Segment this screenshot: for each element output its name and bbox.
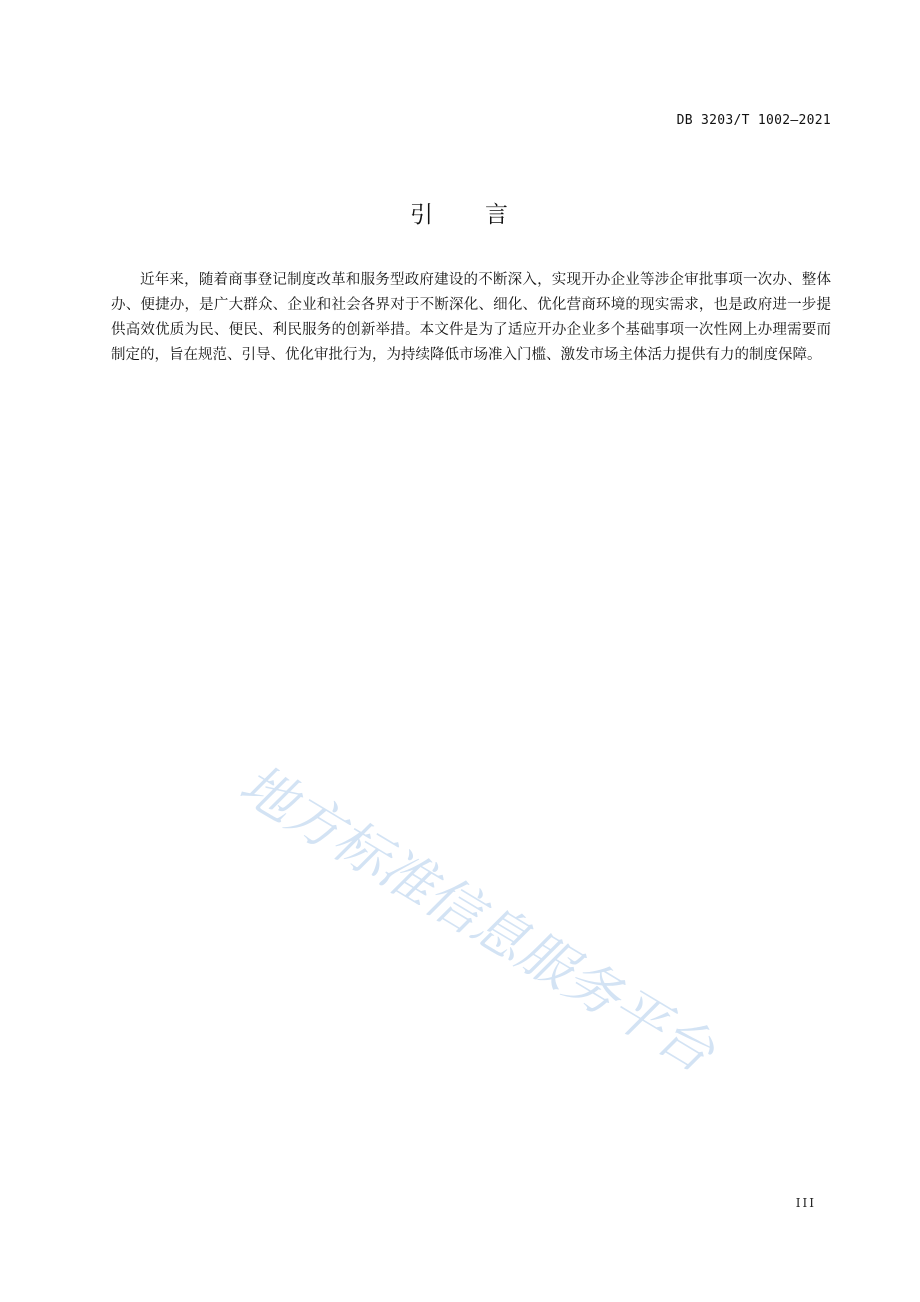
standard-code: DB 3203/T 1002—2021 [676, 113, 831, 128]
introduction-paragraph: 近年来，随着商事登记制度改革和服务型政府建设的不断深入，实现开办企业等涉企审批事项一次办、整体办、便捷办，是广大群众、企业和社会各界对于不断深化、细化、优化营商环境的现实需求，也是政府进一步提供高效优质为民、便民、利民服务的创新举措。本文件是为了适应开办企业多个基础事项一次性网上办理需要而制定的，旨在规范、引导、优化审批行为，为持续降低市场准入门槛、激发市场主体活力提供有力的制度保障。 [111, 272, 831, 363]
section-title-part2: 言 [485, 202, 510, 228]
section-title [0, 196, 920, 229]
section-title-part1: 引 [410, 202, 435, 228]
page-number: III [795, 1196, 816, 1210]
watermark-text: 地方标准信息服务平台 [229, 752, 725, 1085]
